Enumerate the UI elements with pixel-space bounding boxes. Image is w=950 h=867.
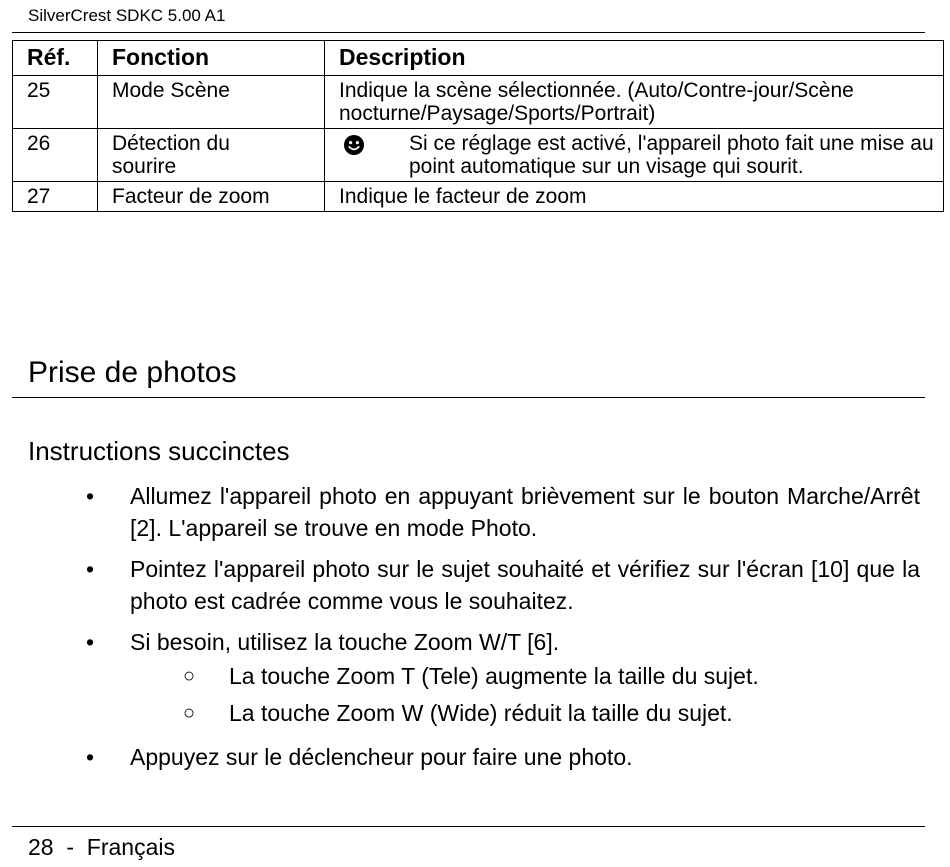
sub-list-item: [183, 695, 920, 732]
cell-description: Indique le facteur de zoom: [325, 182, 944, 212]
list-item: [76, 741, 920, 773]
list-item: [76, 480, 920, 544]
section-title: Prise de photos: [28, 356, 237, 389]
sub-list-item-text: La touche Zoom W (Wide) réduit la taille du sujet.: [229, 700, 733, 726]
circle-bullet-icon: ○: [183, 702, 196, 724]
page-footer: 28 - Français: [28, 834, 175, 860]
footer-divider: [12, 826, 925, 827]
document-header-title: SilverCrest SDKC 5.00 A1: [28, 6, 226, 25]
cell-ref: 27: [13, 182, 98, 212]
circle-bullet-icon: ○: [183, 665, 196, 687]
cell-ref: 25: [13, 76, 98, 129]
list-item: [76, 553, 920, 617]
subsection-title: Instructions succinctes: [28, 436, 290, 466]
instruction-list: [76, 480, 920, 782]
cell-function: Détection du sourire: [98, 129, 325, 182]
column-header-description: Description: [325, 41, 944, 76]
smiley-icon: [343, 134, 365, 156]
list-item-text: Allumez l'appareil photo en appuyant brièvement sur le bouton Marche/Arrêt [2]. L'appareil se trouve en mode Photo.: [130, 483, 920, 541]
reference-table: [12, 40, 944, 212]
cell-description: Indique la scène sélectionnée. (Auto/Contre-jour/Scène nocturne/Paysage/Sports/Portrait): [325, 76, 944, 129]
cell-function: Facteur de zoom: [98, 182, 325, 212]
cell-function: Mode Scène: [98, 76, 325, 129]
column-header-ref: Réf.: [13, 41, 98, 76]
header-divider: [12, 32, 925, 33]
table-row: [13, 129, 944, 182]
table-row: [13, 182, 944, 212]
sub-list-item-text: La touche Zoom T (Tele) augmente la taille du sujet.: [229, 663, 759, 689]
list-item-text: Appuyez sur le déclencheur pour faire une photo.: [130, 744, 633, 770]
column-header-function: Fonction: [98, 41, 325, 76]
sub-list-item: [183, 658, 920, 695]
cell-description: [325, 129, 944, 182]
bullet-icon: •: [86, 556, 95, 582]
bullet-icon: •: [86, 483, 95, 509]
cell-ref: 26: [13, 129, 98, 182]
table-header-row: [13, 41, 944, 76]
smile-detection-description: Si ce réglage est activé, l'appareil photo fait une mise au point automatique sur un visage qui sourit.: [409, 132, 934, 178]
section-divider: [12, 397, 925, 398]
list-item: [76, 626, 920, 658]
list-item-text: Pointez l'appareil photo sur le sujet souhaité et vérifiez sur l'écran [10] que la photo est cadrée comme vous le souhaitez.: [130, 556, 920, 614]
table-row: [13, 76, 944, 129]
bullet-icon: •: [86, 629, 95, 655]
list-item-text: Si besoin, utilisez la touche Zoom W/T [6].: [130, 629, 560, 655]
bullet-icon: •: [86, 744, 95, 770]
